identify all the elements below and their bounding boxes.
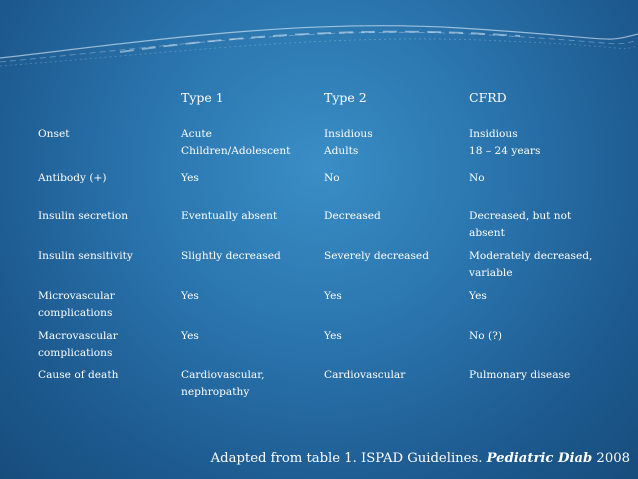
cell-cfrd: No bbox=[469, 172, 485, 184]
header-type1: Type 1 bbox=[181, 90, 224, 105]
row-label: Insulin sensitivity bbox=[38, 250, 133, 262]
decorative-swoosh bbox=[0, 0, 638, 70]
header-cfrd: CFRD bbox=[469, 90, 507, 105]
row-label: Microvascular complications bbox=[38, 290, 115, 319]
cell-cfrd: Yes bbox=[469, 290, 487, 302]
cell-type2: Yes bbox=[324, 290, 342, 302]
cell-type1: Cardiovascular, nephropathy bbox=[181, 369, 265, 398]
cell-type1: Eventually absent bbox=[181, 210, 278, 222]
cell-cfrd: Insidious 18 – 24 years bbox=[469, 128, 541, 157]
cell-type2: Insidious Adults bbox=[324, 128, 373, 157]
source-caption bbox=[150, 449, 630, 469]
header-type2: Type 2 bbox=[324, 90, 367, 105]
cell-cfrd: Decreased, but not absent bbox=[469, 210, 572, 239]
row-label: Insulin secretion bbox=[38, 210, 129, 222]
cell-cfrd: No (?) bbox=[469, 330, 502, 342]
cell-type2: Severely decreased bbox=[324, 250, 429, 262]
cell-type1: Yes bbox=[181, 290, 199, 302]
cell-type2: Yes bbox=[324, 330, 342, 342]
caption-year: 2008 bbox=[592, 451, 630, 466]
cell-cfrd: Pulmonary disease bbox=[469, 369, 571, 381]
caption-prefix: Adapted from table 1. ISPAD Guidelines. bbox=[210, 451, 487, 466]
cell-type1: Acute Children/Adolescent bbox=[181, 128, 291, 157]
cell-type2: Decreased bbox=[324, 210, 381, 222]
cell-cfrd: Moderately decreased, variable bbox=[469, 250, 593, 279]
cell-type1: Yes bbox=[181, 330, 199, 342]
caption-journal: Pediatric Diab bbox=[486, 451, 593, 466]
cell-type2: Cardiovascular bbox=[324, 369, 406, 381]
row-label: Macrovascular complications bbox=[38, 330, 118, 359]
row-label: Onset bbox=[38, 128, 70, 140]
cell-type1: Yes bbox=[181, 172, 199, 184]
cell-type1: Slightly decreased bbox=[181, 250, 281, 262]
cell-type2: No bbox=[324, 172, 340, 184]
row-label: Antibody (+) bbox=[38, 172, 107, 184]
row-label: Cause of death bbox=[38, 369, 119, 381]
